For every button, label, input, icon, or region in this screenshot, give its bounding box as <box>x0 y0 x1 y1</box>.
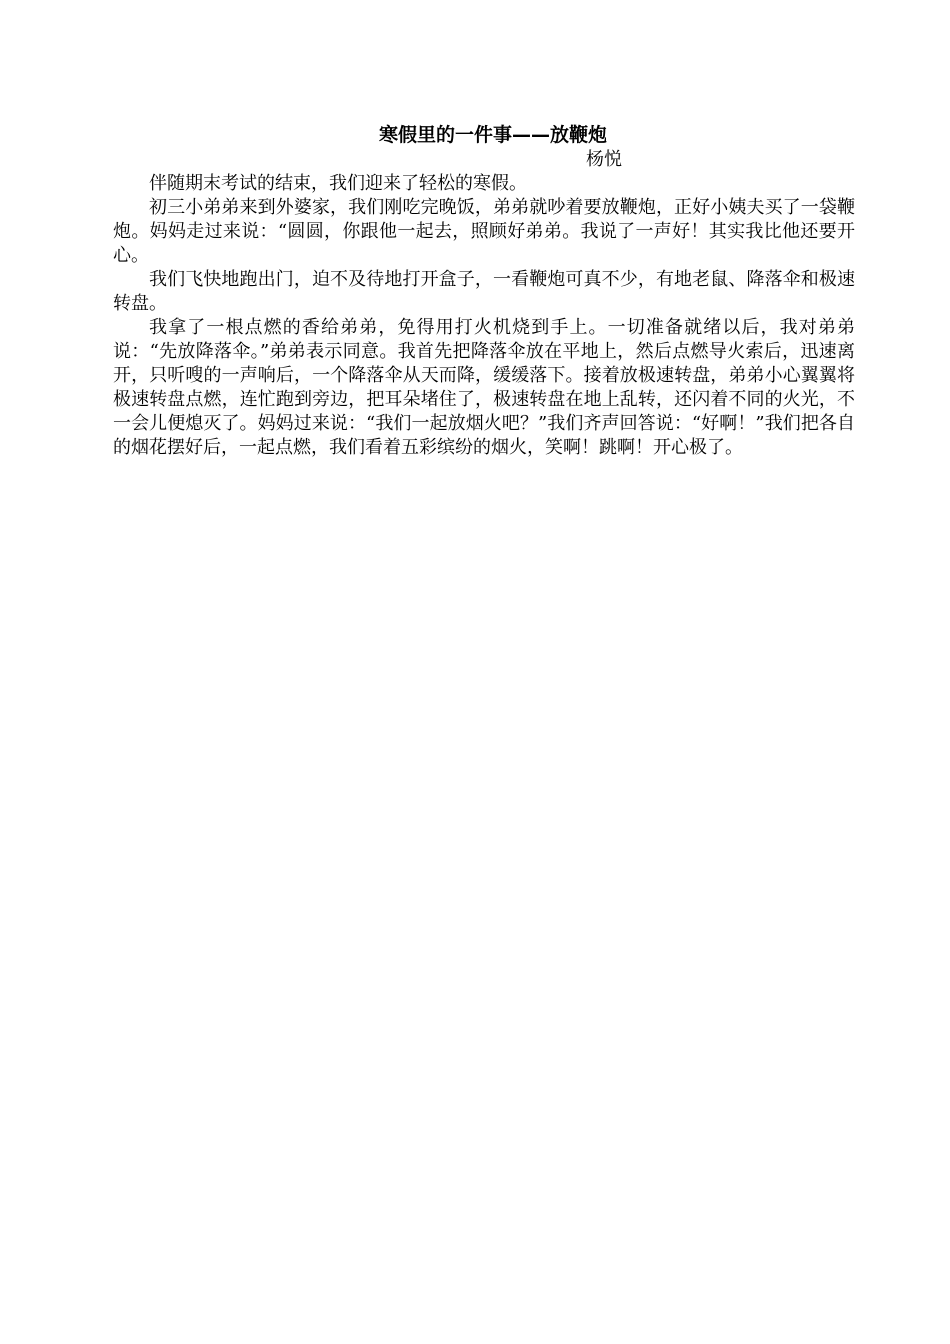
document-body <box>113 122 855 460</box>
paragraph: 我拿了一根点燃的香给弟弟，免得用打火机烧到手上。一切准备就绪以后，我对弟弟说：“先放降落伞。”弟弟表示同意。我首先把降落伞放在平地上，然后点燃导火索后，迅速离开，只听嗖的一声响后，一个降落伞从天而降，缓缓落下。接着放极速转盘，弟弟小心翼翼将极速转盘点燃，连忙跑到旁边，把耳朵堵住了，极速转盘在地上乱转，还闪着不同的火光，不一会儿便熄灭了。妈妈过来说：“我们一起放烟火吧？”我们齐声回答说：“好啊！”我们把各自的烟花摆好后，一起点燃，我们看着五彩缤纷的烟火，笑啊！跳啊！开心极了。 <box>113 317 855 458</box>
paragraph: 我们飞快地跑出门，迫不及待地打开盒子，一看鞭炮可真不少，有地老鼠、降落伞和极速转盘。 <box>113 269 855 314</box>
paragraph: 初三小弟弟来到外婆家，我们刚吃完晚饭，弟弟就吵着要放鞭炮，正好小姨夫买了一袋鞭炮。妈妈走过来说：“圆圆，你跟他一起去，照顾好弟弟。我说了一声好！其实我比他还要开心。 <box>113 197 855 266</box>
document-title: 寒假里的一件事——放鞭炮 <box>378 124 607 146</box>
paragraph: 伴随期末考试的结束，我们迎来了轻松的寒假。 <box>149 173 527 194</box>
document-author: 杨悦 <box>586 149 622 170</box>
